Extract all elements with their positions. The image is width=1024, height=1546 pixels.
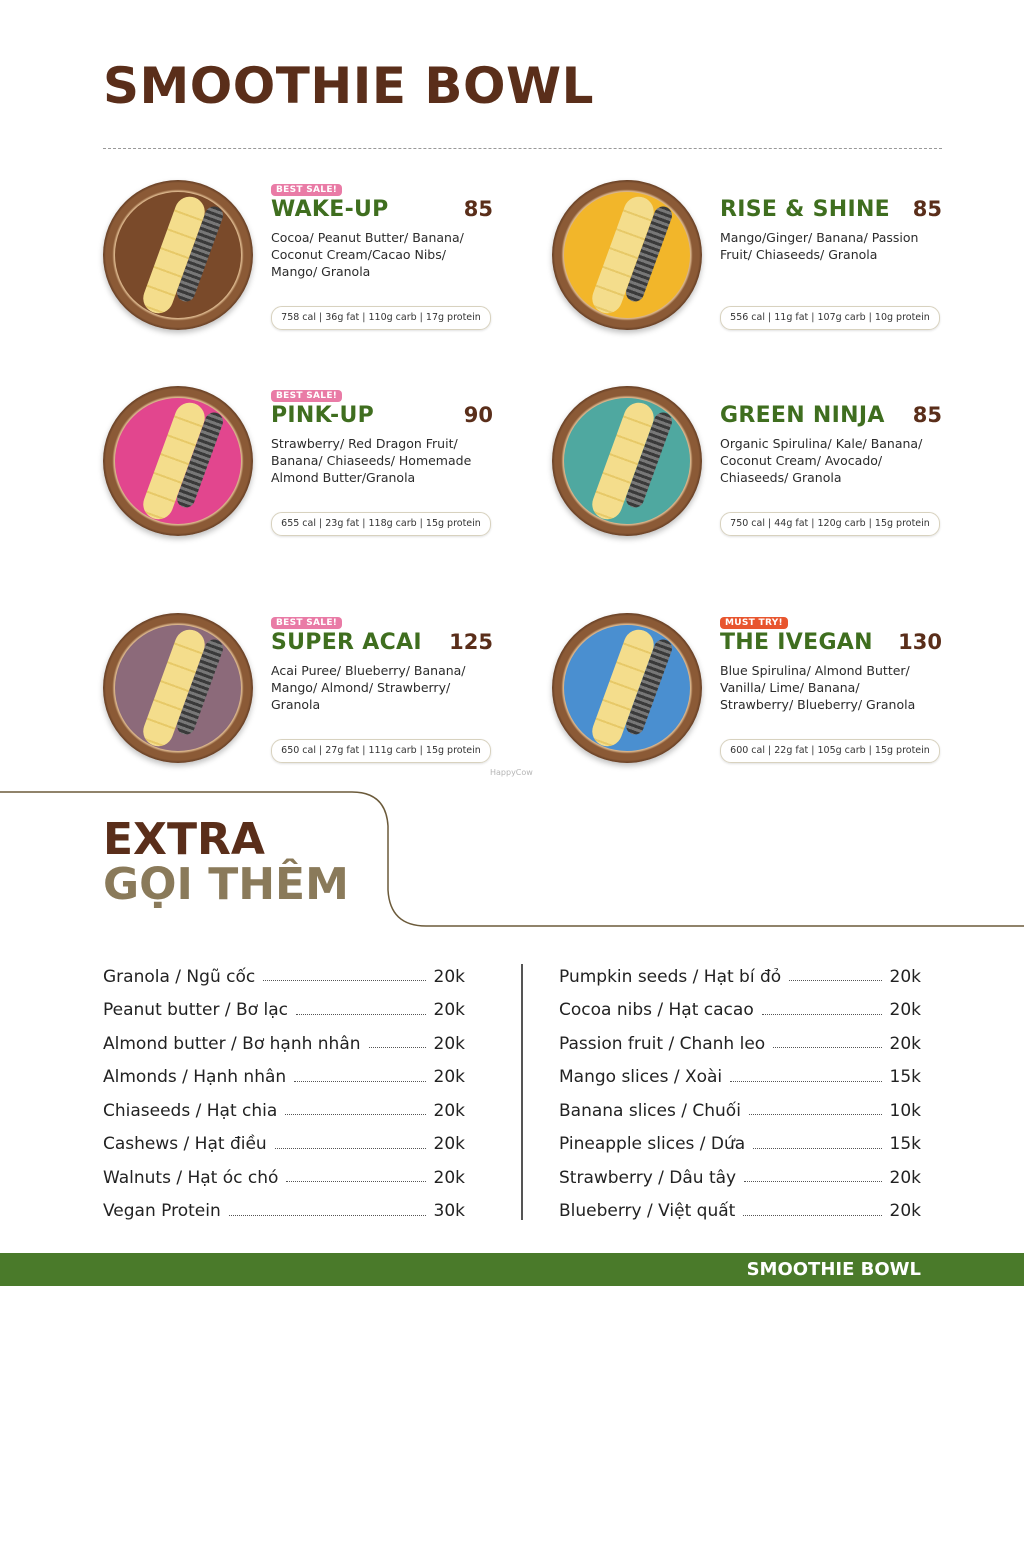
menu-item-super-acai <box>103 613 493 773</box>
dot-leader <box>744 1181 881 1182</box>
extra-item-row <box>103 1161 465 1195</box>
dot-leader <box>296 1014 426 1015</box>
extra-item-price: 20k <box>889 1033 921 1054</box>
extra-item-price: 20k <box>433 1000 465 1021</box>
extra-item-price: 20k <box>433 966 465 987</box>
item-name: WAKE-UP <box>271 197 389 222</box>
item-description: Blue Spirulina/ Almond Butter/ Vanilla/ Lime/ Banana/ Strawberry/ Blueberry/ Granola <box>720 663 916 712</box>
extra-item-row <box>103 1027 465 1061</box>
extra-item-label: Almonds / Hạnh nhân <box>103 1067 287 1088</box>
extra-item-row <box>103 1128 465 1162</box>
item-badge: BEST SALE! <box>271 617 342 629</box>
item-name: PINK-UP <box>271 403 375 428</box>
extra-item-row <box>103 994 465 1028</box>
extra-item-price: 20k <box>889 1167 921 1188</box>
item-badge: MUST TRY! <box>720 617 788 629</box>
item-price: 90 <box>463 403 493 427</box>
extra-item-label: Peanut butter / Bơ lạc <box>103 1000 288 1021</box>
page-title: SMOOTHIE BOWL <box>103 57 595 115</box>
dot-leader <box>294 1081 425 1082</box>
extra-item-label: Mango slices / Xoài <box>559 1067 723 1088</box>
bowl-image <box>552 613 702 763</box>
extra-item-label: Strawberry / Dâu tây <box>559 1167 737 1188</box>
extra-item-price: 20k <box>433 1134 465 1155</box>
extra-item-row <box>559 994 921 1028</box>
extra-item-label: Cocoa nibs / Hạt cacao <box>559 1000 754 1021</box>
bowl-image <box>103 386 253 536</box>
menu-item-the-ivegan <box>552 613 942 773</box>
dot-leader <box>263 980 425 981</box>
nutrition-pill: 556 cal | 11g fat | 107g carb | 10g protein <box>720 306 940 330</box>
extra-item-row <box>559 1128 921 1162</box>
extra-item-label: Vegan Protein <box>103 1201 221 1222</box>
extra-item-label: Chiaseeds / Hạt chia <box>103 1100 278 1121</box>
extra-item-label: Passion fruit / Chanh leo <box>559 1033 766 1054</box>
dot-leader <box>749 1114 882 1115</box>
extra-item-label: Cashews / Hạt điều <box>103 1134 267 1155</box>
extra-title-vi: GỌI THÊM <box>103 859 349 910</box>
extra-item-row <box>103 1195 465 1229</box>
item-price: 85 <box>463 197 493 221</box>
nutrition-pill: 655 cal | 23g fat | 118g carb | 15g protein <box>271 512 491 536</box>
extra-item-price: 10k <box>889 1100 921 1121</box>
dot-leader <box>286 1181 425 1182</box>
extra-item-price: 30k <box>433 1201 465 1222</box>
watermark: HappyCow <box>490 768 533 777</box>
extra-item-row <box>103 1061 465 1095</box>
item-description: Acai Puree/ Blueberry/ Banana/ Mango/ Almond/ Strawberry/ Granola <box>271 663 466 712</box>
menu-item-pink-up <box>103 386 493 546</box>
bowl-image <box>552 386 702 536</box>
nutrition-pill: 750 cal | 44g fat | 120g carb | 15g protein <box>720 512 940 536</box>
extras-list-right <box>559 960 921 1228</box>
dot-leader <box>789 980 881 981</box>
bowl-image <box>103 180 253 330</box>
dot-leader <box>275 1148 426 1149</box>
item-badge: BEST SALE! <box>271 390 342 402</box>
extra-item-row <box>559 1161 921 1195</box>
item-description: Organic Spirulina/ Kale/ Banana/ Coconut Cream/ Avocado/ Chiaseeds/ Granola <box>720 436 923 485</box>
extra-item-row <box>103 960 465 994</box>
extra-item-row <box>559 1195 921 1229</box>
item-description: Strawberry/ Red Dragon Fruit/ Banana/ Chiaseeds/ Homemade Almond Butter/Granola <box>271 436 472 485</box>
extra-item-price: 20k <box>433 1167 465 1188</box>
dot-leader <box>753 1148 881 1149</box>
extra-item-price: 20k <box>889 1000 921 1021</box>
item-name: SUPER ACAI <box>271 630 422 655</box>
extra-item-price: 20k <box>889 1201 921 1222</box>
extra-item-price: 15k <box>889 1067 921 1088</box>
extra-item-price: 15k <box>889 1134 921 1155</box>
dot-leader <box>743 1215 881 1216</box>
dot-leader <box>285 1114 425 1115</box>
dot-leader <box>229 1215 426 1216</box>
menu-item-rise-and-shine <box>552 180 942 340</box>
extra-item-price: 20k <box>433 1067 465 1088</box>
extra-item-label: Pineapple slices / Dứa <box>559 1134 746 1155</box>
menu-item-green-ninja <box>552 386 942 546</box>
extra-item-row <box>559 1061 921 1095</box>
item-badge: BEST SALE! <box>271 184 342 196</box>
nutrition-pill: 600 cal | 22g fat | 105g carb | 15g protein <box>720 739 940 763</box>
dashed-divider <box>103 148 942 149</box>
extra-item-price: 20k <box>433 1100 465 1121</box>
extras-list-left <box>103 960 465 1228</box>
extra-item-row <box>559 960 921 994</box>
extra-item-label: Pumpkin seeds / Hạt bí đỏ <box>559 966 782 987</box>
dot-leader <box>369 1047 426 1048</box>
item-name: RISE & SHINE <box>720 197 890 222</box>
extra-item-price: 20k <box>433 1033 465 1054</box>
item-description: Cocoa/ Peanut Butter/ Banana/ Coconut Cream/Cacao Nibs/ Mango/ Granola <box>271 230 464 279</box>
item-price: 85 <box>912 197 942 221</box>
nutrition-pill: 758 cal | 36g fat | 110g carb | 17g protein <box>271 306 491 330</box>
bowl-image <box>103 613 253 763</box>
extra-item-label: Walnuts / Hạt óc chó <box>103 1167 279 1188</box>
item-price: 125 <box>449 630 493 654</box>
dot-leader <box>773 1047 881 1048</box>
dot-leader <box>762 1014 882 1015</box>
extra-item-label: Granola / Ngũ cốc <box>103 966 256 987</box>
bowl-image <box>552 180 702 330</box>
extra-item-label: Blueberry / Việt quất <box>559 1201 736 1222</box>
nutrition-pill: 650 cal | 27g fat | 111g carb | 15g protein <box>271 739 491 763</box>
extra-item-row <box>559 1027 921 1061</box>
extra-item-label: Banana slices / Chuối <box>559 1100 741 1121</box>
extra-item-row <box>559 1094 921 1128</box>
extra-title: EXTRA <box>103 814 265 865</box>
extra-item-price: 20k <box>889 966 921 987</box>
footer-bar <box>0 1253 1024 1286</box>
item-name: THE IVEGAN <box>720 630 873 655</box>
extra-item-label: Almond butter / Bơ hạnh nhân <box>103 1033 361 1054</box>
menu-item-wake-up <box>103 180 493 340</box>
item-price: 130 <box>898 630 942 654</box>
extra-item-row <box>103 1094 465 1128</box>
footer-label: SMOOTHIE BOWL <box>746 1259 921 1280</box>
column-divider <box>521 964 523 1220</box>
dot-leader <box>730 1081 881 1082</box>
item-description: Mango/Ginger/ Banana/ Passion Fruit/ Chiaseeds/ Granola <box>720 230 919 262</box>
item-price: 85 <box>912 403 942 427</box>
item-name: GREEN NINJA <box>720 403 885 428</box>
